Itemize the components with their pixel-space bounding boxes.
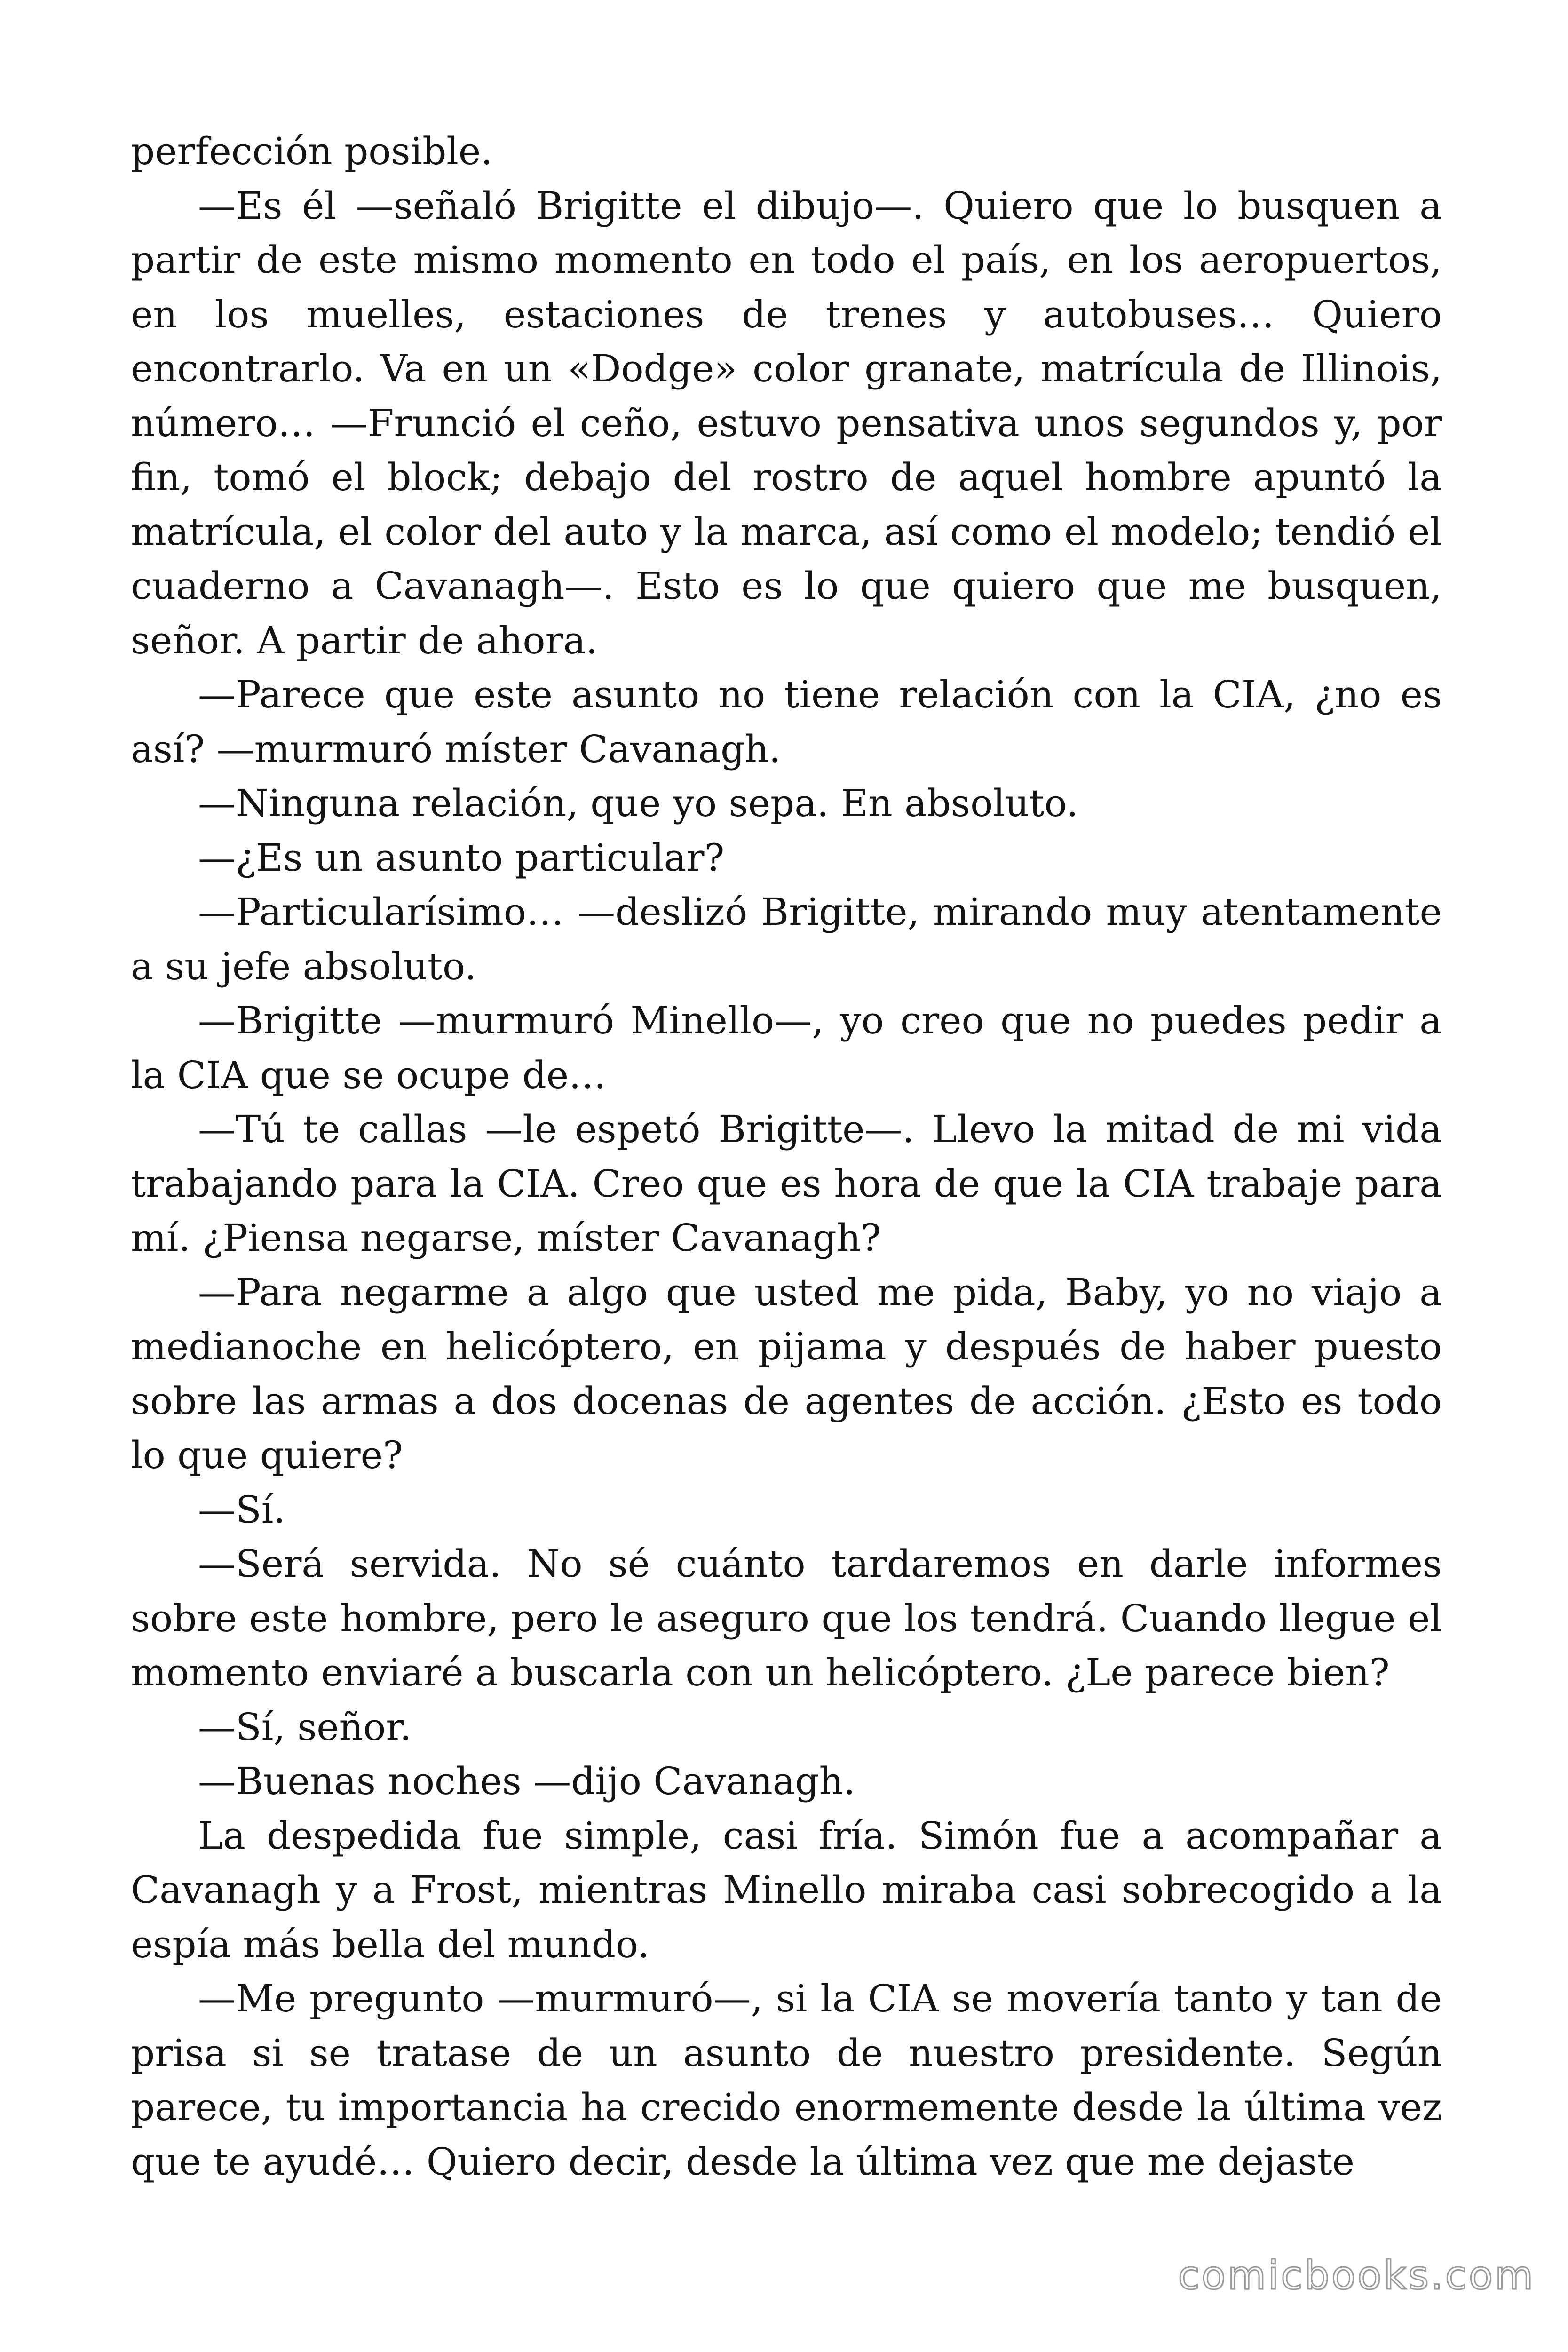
paragraph-1: perfección posible. [131, 129, 493, 173]
paragraph-8: —Tú te callas —le espetó Brigitte—. Llevo la mitad de mi vida trabajando para la CIA. Creo que es hora de que la CIA trabaje para mí. ¿Piensa negarse, míster Cavanagh? [131, 1107, 1442, 1260]
paragraph-9: —Para negarme a algo que usted me pida, Baby, yo no viajo a medianoche en helicóptero, en pijama y después de haber puesto sobre las armas a dos docenas de agentes de acción. ¿Esto es todo lo que quiere? [131, 1270, 1442, 1477]
paragraph-11: —Será servida. No sé cuánto tardaremos en darle informes sobre este hombre, pero le aseguro que los tendrá. Cuando llegue el momento enviaré a buscarla con un helicóptero. ¿Le parece bien? [131, 1542, 1442, 1694]
paragraph-15: —Me pregunto —murmuró—, si la CIA se movería tanto y tan de prisa si se tratase de un asunto de nuestro presidente. Según parece, tu importancia ha crecido enormemente desde la última vez que te ayudé… Quiero decir, desde la última vez que me dejaste [131, 1977, 1442, 2184]
paragraph-13: —Buenas noches —dijo Cavanagh. [198, 1759, 855, 1803]
paragraph-6: —Particularísimo… —deslizó Brigitte, mirando muy atentamente a su jefe absoluto. [131, 890, 1442, 988]
watermark-text: comicbooks.com [1178, 2252, 1535, 2298]
paragraph-12: —Sí, señor. [198, 1705, 412, 1749]
paragraph-4: —Ninguna relación, que yo sepa. En absoluto. [198, 781, 1078, 825]
body-text [131, 124, 1442, 2189]
paragraph-5: —¿Es un asunto particular? [198, 835, 725, 880]
paragraph-14: La despedida fue simple, casi fría. Simón fue a acompañar a Cavanagh y a Frost, mientras Minello miraba casi sobrecogido a la espía más bella del mundo. [131, 1813, 1442, 1966]
paragraph-2: —Es él —señaló Brigitte el dibujo—. Quiero que lo busquen a partir de este mismo momento en todo el país, en los aeropuertos, en los muelles, estaciones de trenes y autobuses… Quiero encontrarlo. Va en un «Dodge» color granate, matrícula de Illinois, número… —Frunció el ceño, estuvo pensativa unos segundos y, por fin, tomó el block; debajo del rostro de aquel hombre apuntó la matrícula, el color del auto y la marca, así como el modelo; tendió el cuaderno a Cavanagh—. Esto es lo que quiero que me busquen, señor. A partir de ahora. [131, 183, 1442, 662]
paragraph-3: —Parece que este asunto no tiene relación con la CIA, ¿no es así? —murmuró míster Cavanagh. [131, 673, 1442, 771]
paragraph-10: —Sí. [198, 1487, 285, 1532]
paragraph-7: —Brigitte —murmuró Minello—, yo creo que no puedes pedir a la CIA que se ocupe de… [131, 999, 1442, 1097]
